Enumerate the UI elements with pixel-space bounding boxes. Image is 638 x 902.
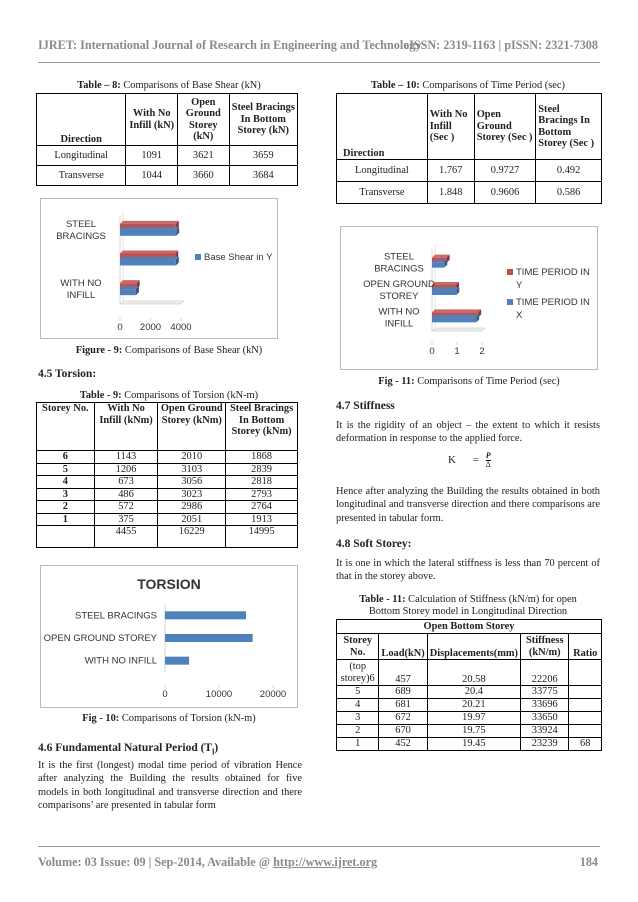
chart-floor: [120, 301, 184, 304]
table-cell: 6: [37, 451, 95, 464]
table-cell: 375: [94, 513, 158, 526]
table-cell: 1868: [226, 451, 298, 464]
journal-header: IJRET: International Journal of Research in Engineering and Technology: [38, 38, 422, 52]
table8-header: With No Infill (kN): [126, 94, 178, 146]
chart-title: TORSION: [137, 576, 201, 592]
table10-header: Steel Bracings In Bottom Storey (Sec ): [536, 94, 602, 160]
y-category-label: WITH NO: [60, 278, 102, 290]
table-cell: 2764: [226, 501, 298, 514]
table-cell: 4: [37, 476, 95, 489]
legend-label: X: [516, 310, 523, 321]
table-row: [337, 699, 602, 712]
table-cell: 1091: [126, 146, 178, 166]
table-row: [337, 686, 602, 699]
x-tick-label: 4000: [170, 322, 192, 333]
table11-caption: Table - 11: Calculation of Stiffness (kN/m) for open Bottom Storey model in Longitudinal Direction: [359, 594, 577, 617]
x-tick-label: 0: [162, 689, 168, 700]
table-cell: 3023: [158, 488, 226, 501]
legend-swatch: [507, 269, 513, 275]
bar-time-period-x: [432, 317, 476, 322]
table-row: [37, 451, 298, 464]
y-category-label: OPEN GROUND STOREY: [43, 633, 157, 644]
figure10-caption: Fig - 10: Comparisons of Torsion (kN-m): [82, 713, 256, 724]
table10-header: With No Infill (Sec ): [427, 94, 474, 160]
table-cell: (top storey)6: [337, 660, 379, 686]
table-cell: 673: [94, 476, 158, 489]
table-cell: 20.21: [427, 699, 520, 712]
table-cell: 1913: [226, 513, 298, 526]
table-cell: 2051: [158, 513, 226, 526]
table-row: [37, 463, 298, 476]
table8-header: Direction: [37, 94, 126, 146]
table-row: [337, 182, 602, 204]
bar-torsion: [165, 634, 253, 642]
bar-base-shear-y-top: [120, 286, 139, 289]
table-row: [337, 712, 602, 725]
table9-caption: Table - 9: Comparisons of Torsion (kN-m): [79, 390, 259, 401]
table-cell: 4455: [94, 526, 158, 548]
table-row: [37, 488, 298, 501]
issn-header: eISSN: 2319-1163 | pISSN: 2321-7308: [403, 38, 598, 52]
bar-torsion: [165, 611, 246, 619]
table-row: [337, 160, 602, 182]
bar-time-period-y-top: [432, 255, 450, 258]
table10-caption: Table – 10: Comparisons of Time Period (sec): [371, 80, 565, 91]
legend-label: TIME PERIOD IN: [516, 297, 590, 308]
table11-header: Stiffness (kN/m): [521, 634, 569, 660]
section-4-8-body: It is one in which the lateral stiffness is less than 70 percent of that in the storey above.: [336, 558, 600, 583]
y-category-label: BRACINGS: [56, 230, 106, 242]
table-row: [37, 146, 298, 166]
x-tick-label: 2000: [139, 322, 162, 333]
table-cell: 19.75: [427, 725, 520, 738]
table-cell: 672: [379, 712, 427, 725]
table11-header: Ratio: [569, 634, 602, 660]
table-cell: 681: [379, 699, 427, 712]
table-cell: 16229: [158, 526, 226, 548]
table-cell: 3: [337, 712, 379, 725]
table-cell: 20.4: [427, 686, 520, 699]
bar-base-shear-x-top: [120, 251, 178, 254]
table8: [36, 93, 298, 186]
table-row: [37, 526, 298, 548]
table-cell: 1: [37, 513, 95, 526]
table-cell: 486: [94, 488, 158, 501]
table-cell: 2: [337, 725, 379, 738]
table-cell: 33775: [521, 686, 569, 699]
table-cell: 0.9606: [474, 182, 536, 204]
bar-base-shear-x-top: [120, 221, 179, 224]
table-cell: 0.9727: [474, 160, 536, 182]
legend-label: Base Shear in Y: [204, 252, 273, 263]
table-cell: 4: [337, 699, 379, 712]
x-tick-label: 10000: [205, 689, 233, 700]
table-cell: 1.848: [427, 182, 474, 204]
table-cell: 1.767: [427, 160, 474, 182]
y-category-label: STEEL BRACINGS: [74, 610, 157, 622]
table-cell: 5: [337, 686, 379, 699]
table-cell: [569, 725, 602, 738]
table11-header: Storey No.: [337, 634, 379, 660]
page-number: 184: [579, 855, 598, 869]
table-row: [37, 166, 298, 186]
table10-header: Open Ground Storey (Sec ): [474, 94, 536, 160]
table-cell: Transverse: [337, 182, 428, 204]
footer-volume: Volume: 03 Issue: 09 | Sep-2014, Available @ http://www.ijret.org: [38, 855, 378, 869]
x-tick-label: 0: [117, 322, 123, 333]
time-period-chart: [340, 226, 598, 370]
table-cell: 457: [379, 660, 427, 686]
table-cell: 19.97: [427, 712, 520, 725]
table9-header: Open Ground Storey (kNm): [158, 403, 226, 451]
footer-url-link[interactable]: http://www.ijret.org: [273, 855, 378, 869]
table8-header: Steel Bracings In Bottom Storey (kN): [229, 94, 297, 146]
section-4-8-title: 4.8 Soft Storey:: [336, 538, 412, 550]
table10: [336, 93, 602, 204]
table-cell: 2010: [158, 451, 226, 464]
table-cell: 19.45: [427, 738, 520, 751]
y-category-label: INFILL: [66, 290, 96, 302]
bar-time-period-x: [432, 263, 444, 268]
table-cell: 2818: [226, 476, 298, 489]
y-category-label: STOREY: [379, 291, 419, 302]
bar-time-period-x-top: [432, 287, 459, 290]
table-cell: [569, 699, 602, 712]
header-rule: [38, 62, 600, 63]
table-cell: 0.586: [536, 182, 602, 204]
x-tick-label: 20000: [259, 689, 287, 700]
legend-swatch: [507, 299, 513, 305]
bar-base-shear-y-top: [120, 257, 179, 260]
y-category-label: STEEL: [383, 251, 415, 263]
y-category-label: STEEL: [65, 218, 97, 230]
section-4-6-title: 4.6 Fundamental Natural Period $(T_l)$: [38, 742, 219, 757]
table9-header: Steel Bracings In Bottom Storey (kNm): [226, 403, 298, 451]
stiffness-formula: $K = \frac{P}{\Delta}$: [448, 451, 491, 469]
table-cell: Longitudinal: [337, 160, 428, 182]
table8-caption: Table – 8: Comparisons of Base Shear (kN): [77, 80, 261, 91]
y-category-label: OPEN GROUND: [363, 279, 435, 290]
y-category-label: INFILL: [384, 318, 414, 330]
bar-time-period-x: [432, 290, 456, 295]
y-category-label: WITH NO INFILL: [84, 655, 157, 667]
table-cell: 1206: [94, 463, 158, 476]
table-cell: 689: [379, 686, 427, 699]
table-cell: Transverse: [37, 166, 126, 186]
table-cell: [569, 712, 602, 725]
table-cell: 5: [37, 463, 95, 476]
table-row: [337, 660, 602, 686]
table-row: [37, 513, 298, 526]
table-cell: 3056: [158, 476, 226, 489]
section-4-6-body: It is the first (longest) modal time period of vibration Hence after analyzing the Building the results obtained for five models in both longitudinal and transverse direction and there comparisons’ are presented in tabular form: [38, 760, 302, 812]
bar-base-shear-y: [120, 260, 176, 266]
table-cell: 1: [337, 738, 379, 751]
table-cell: 68: [569, 738, 602, 751]
table-cell: 2986: [158, 501, 226, 514]
table-cell: 3621: [178, 146, 230, 166]
table-cell: Longitudinal: [37, 146, 126, 166]
bar-time-period-y-top: [432, 282, 459, 285]
table-cell: 3: [37, 488, 95, 501]
table8-header: Open Ground Storey (kN): [178, 94, 230, 146]
table-cell: 3659: [229, 146, 297, 166]
section-4-7-body2: Hence after analyzing the Building the results obtained in both longitudinal and transverse direction and there comparisons are presented in tabular form.: [336, 486, 600, 524]
x-tick-label: 1: [454, 346, 460, 357]
legend-label: Y: [516, 280, 523, 291]
table-cell: 33696: [521, 699, 569, 712]
torsion-chart: [40, 565, 298, 708]
table-cell: 33650: [521, 712, 569, 725]
bar-time-period-y-top: [432, 309, 481, 312]
y-category-label: WITH NO: [378, 306, 420, 318]
table-cell: 3660: [178, 166, 230, 186]
bar-base-shear-y: [120, 289, 136, 295]
chart-floor: [432, 328, 485, 331]
table11-header: Displacements(mm): [427, 634, 520, 660]
table-cell: 1143: [94, 451, 158, 464]
table-row: [37, 476, 298, 489]
table10-header: Direction: [337, 94, 428, 160]
table-cell: 2793: [226, 488, 298, 501]
legend-swatch: [195, 254, 201, 260]
table11-header: Load(kN): [379, 634, 427, 660]
footer-rule: [38, 846, 600, 847]
table-cell: 20.58: [427, 660, 520, 686]
bar-torsion: [165, 657, 189, 665]
x-tick-label: 2: [479, 346, 485, 357]
legend-label: TIME PERIOD IN: [516, 267, 590, 278]
y-category-label: BRACINGS: [374, 263, 424, 275]
table-cell: 22206: [521, 660, 569, 686]
figure9-caption: Figure - 9: Comparisons of Base Shear (kN): [75, 345, 263, 356]
table-cell: 670: [379, 725, 427, 738]
table-cell: 2: [37, 501, 95, 514]
table-row: [337, 738, 602, 751]
bar-base-shear-y: [120, 230, 176, 236]
table-row: [37, 501, 298, 514]
bar-base-shear-y-top: [120, 227, 179, 230]
table-row: [337, 725, 602, 738]
table-cell: [569, 660, 602, 686]
table-cell: 3684: [229, 166, 297, 186]
table-cell: 572: [94, 501, 158, 514]
base-shear-chart: [40, 198, 278, 339]
table-cell: [569, 686, 602, 699]
table-cell: 2839: [226, 463, 298, 476]
table11: [336, 619, 602, 751]
bar-base-shear-x-top: [120, 280, 140, 283]
x-tick-label: 0: [429, 346, 435, 357]
table-cell: 23239: [521, 738, 569, 751]
table-cell: 14995: [226, 526, 298, 548]
table-cell: 1044: [126, 166, 178, 186]
section-4-7-title: 4.7 Stiffness: [336, 400, 395, 412]
table11-group-header: Open Bottom Storey: [337, 620, 602, 634]
section-4-7-body1: It is the rigidity of an object – the extent to which it resists deformation in response to the applied force.: [336, 420, 600, 445]
figure11-caption: Fig - 11: Comparisons of Time Period (sec): [378, 376, 560, 387]
table-cell: [37, 526, 95, 548]
table-cell: 452: [379, 738, 427, 751]
table-cell: 3103: [158, 463, 226, 476]
table-cell: 0.492: [536, 160, 602, 182]
table9-header: With No Infill (kNm): [94, 403, 158, 451]
section-4-5-title: 4.5 Torsion:: [38, 368, 97, 380]
table-cell: 33924: [521, 725, 569, 738]
bar-time-period-x-top: [432, 314, 479, 317]
table9: [36, 402, 298, 548]
table9-header: Storey No.: [37, 403, 95, 451]
